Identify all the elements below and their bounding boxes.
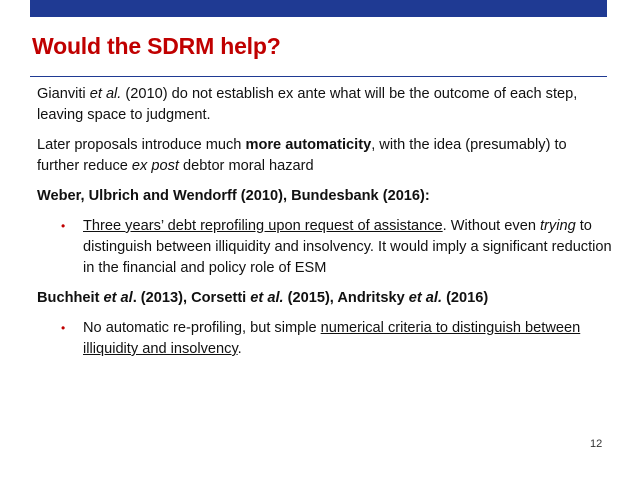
bullet2-text-2: . (237, 341, 242, 357)
bullet1-text-1: . Without even (442, 218, 540, 234)
heading2-et-al-1: et al (103, 290, 133, 306)
bullet1-text-2: to distinguish between illiquidity and insolvency. It would imply a significant reduction in the financial and policy role of ESM (83, 218, 612, 276)
heading2-et-al-3: et al. (408, 290, 443, 306)
heading2-part-2: . (2013), Corsetti (132, 290, 251, 306)
heading-buchheit (37, 288, 612, 309)
para1-author: Gianviti (37, 86, 90, 102)
bullet2-text-1: No automatic re-profiling, but simple (83, 320, 321, 336)
paragraph-gianviti (37, 84, 612, 126)
bullet1-italic: trying (540, 218, 576, 234)
bullet2-underlined: numerical criteria to distinguish between illiquidity and insolvency (83, 320, 581, 357)
bullet-item-numerical-criteria (37, 318, 612, 360)
bullet-marker: • (61, 321, 66, 335)
heading2-part-3: (2015), Andritsky (283, 290, 409, 306)
heading2-et-al-2: et al. (250, 290, 284, 306)
para2-text-1: Later proposals introduce much (37, 137, 246, 153)
para1-et-al: et al. (89, 86, 122, 102)
title-divider (30, 76, 607, 77)
paragraph-later-proposals (37, 135, 612, 177)
heading2-part-1: Buchheit (37, 290, 104, 306)
para2-bold: more automaticity (245, 137, 372, 153)
bullet-item-reprofiling (37, 216, 612, 279)
page-number: 12 (590, 438, 603, 450)
slide-title: Would the SDRM help? (32, 33, 281, 59)
top-accent-bar (30, 0, 607, 17)
para2-text-2: , with the idea (presumably) to further reduce (37, 137, 567, 174)
para2-italic: ex post (131, 158, 179, 174)
bullet-marker: • (61, 219, 66, 233)
para1-rest: (2010) do not establish ex ante what will be the outcome of each step, leaving space to judgment. (37, 86, 578, 123)
bullet1-underlined: Three years’ debt reprofiling upon request of assistance (83, 218, 443, 234)
heading2-part-4: (2016) (442, 290, 489, 306)
heading-weber: Weber, Ulbrich and Wendorff (2010), Bundesbank (2016): (37, 188, 430, 204)
para2-text-3: debtor moral hazard (178, 158, 314, 174)
slide-body (37, 84, 612, 369)
